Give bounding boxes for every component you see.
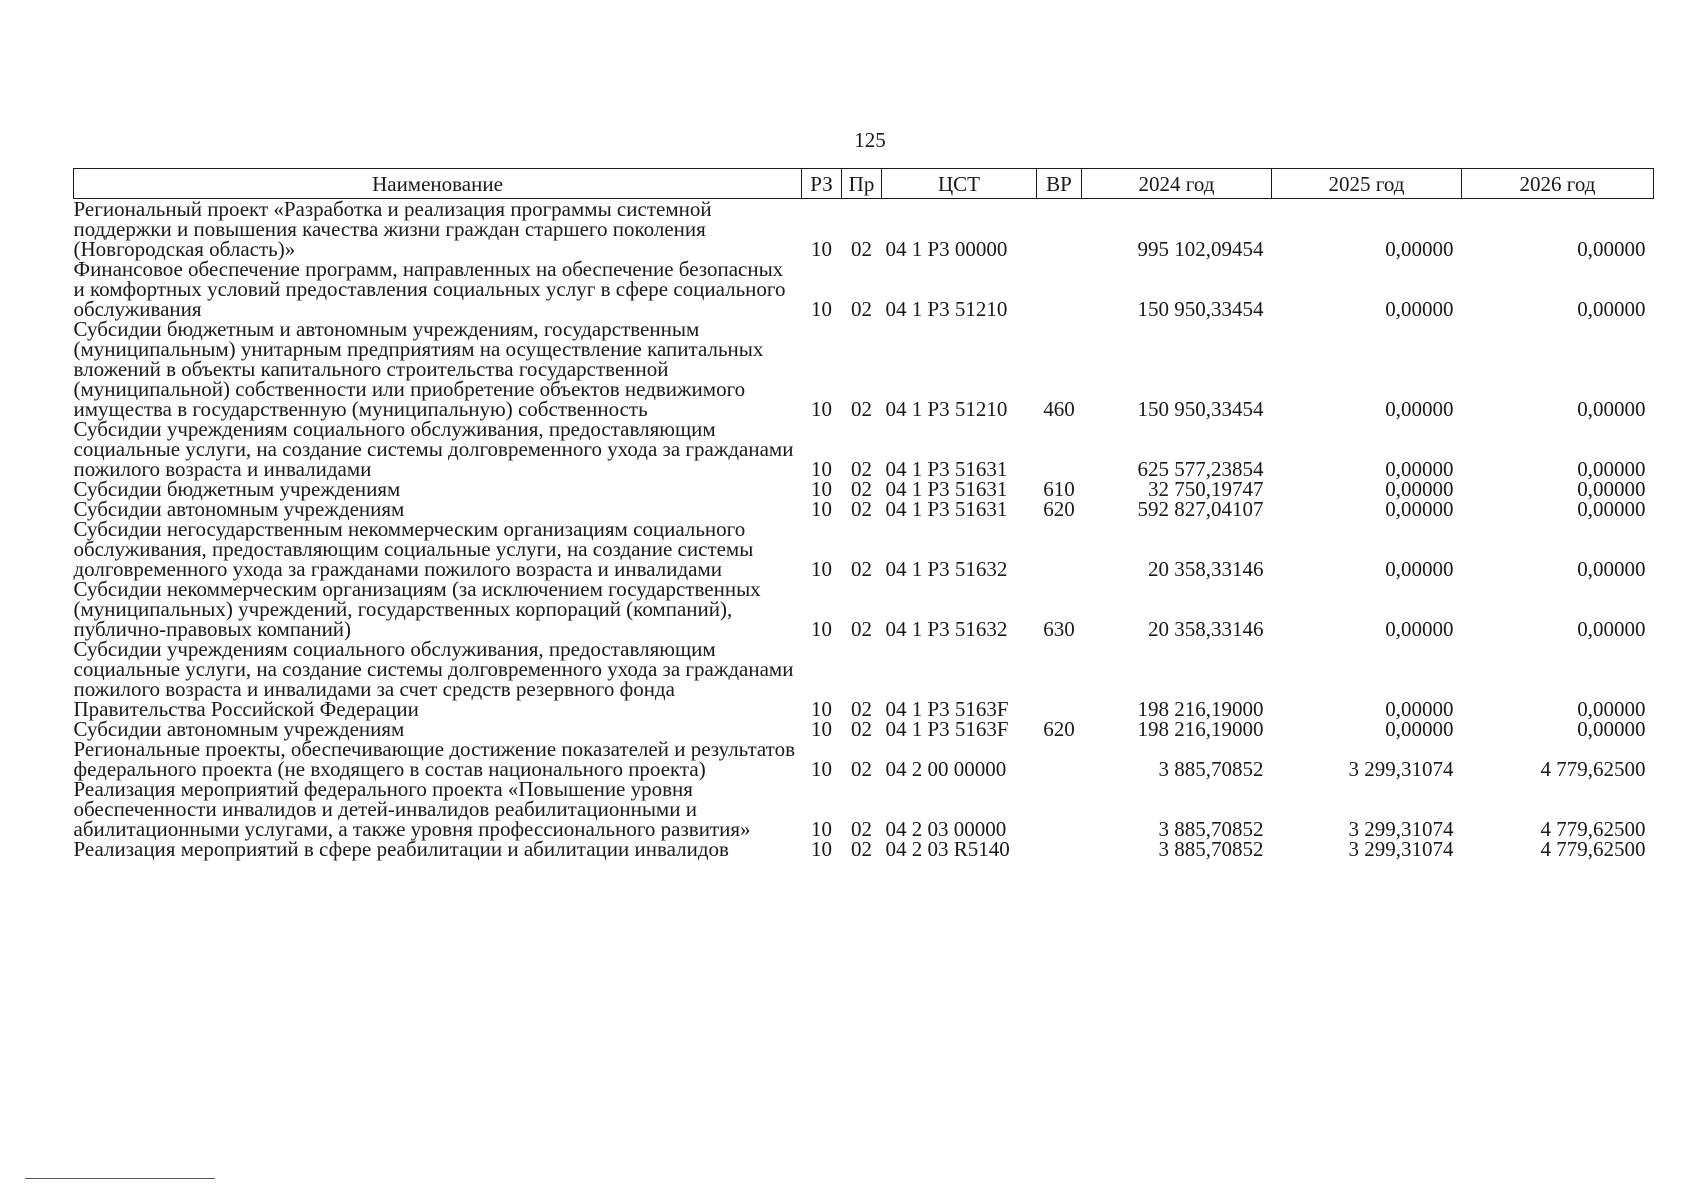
row-vr bbox=[1037, 739, 1082, 779]
row-name: Субсидии автономным учреждениям bbox=[73, 497, 405, 521]
table-row bbox=[74, 719, 1654, 739]
row-value-2025: 0,00000 bbox=[1385, 697, 1454, 721]
row-rz: 10 bbox=[811, 817, 832, 841]
header-name: Наименование bbox=[74, 169, 802, 199]
row-value-2026: 4 779,62500 bbox=[1540, 837, 1646, 861]
row-pr: 02 bbox=[851, 397, 872, 421]
row-value-2025: 0,00000 bbox=[1385, 237, 1454, 261]
row-rz: 10 bbox=[811, 717, 832, 741]
row-value-2026: 0,00000 bbox=[1577, 477, 1646, 501]
row-value-2026: 0,00000 bbox=[1577, 557, 1646, 581]
row-rz: 10 bbox=[811, 297, 832, 321]
table-row bbox=[74, 259, 1654, 319]
row-value-2026: 0,00000 bbox=[1577, 237, 1646, 261]
row-vr: 610 bbox=[1043, 477, 1075, 501]
row-cst: 04 1 P3 51210 bbox=[885, 397, 1008, 421]
budget-table bbox=[73, 168, 1654, 859]
row-cst: 04 2 03 R5140 bbox=[885, 837, 1010, 861]
row-name: Региональные проекты, обеспечивающие достижение показателей и результатов федерального проекта (не входящего в состав национального проекта) bbox=[73, 737, 795, 781]
row-pr: 02 bbox=[851, 617, 872, 641]
row-value-2026: 0,00000 bbox=[1577, 717, 1646, 741]
row-value-2024: 150 950,33454 bbox=[1137, 297, 1264, 321]
table-row bbox=[74, 519, 1654, 579]
row-vr bbox=[1037, 419, 1082, 479]
row-rz: 10 bbox=[811, 697, 832, 721]
row-value-2025: 0,00000 bbox=[1385, 457, 1454, 481]
row-rz: 10 bbox=[811, 617, 832, 641]
row-value-2025: 3 299,31074 bbox=[1348, 817, 1454, 841]
page-number: 125 bbox=[854, 128, 886, 152]
row-vr: 460 bbox=[1043, 397, 1075, 421]
row-cst: 04 2 03 00000 bbox=[885, 817, 1007, 841]
table-body bbox=[74, 199, 1654, 860]
row-rz: 10 bbox=[811, 757, 832, 781]
row-pr: 02 bbox=[851, 477, 872, 501]
row-value-2025: 3 299,31074 bbox=[1348, 837, 1454, 861]
row-value-2025: 0,00000 bbox=[1385, 557, 1454, 581]
row-value-2026: 0,00000 bbox=[1577, 497, 1646, 521]
row-value-2024: 995 102,09454 bbox=[1137, 237, 1264, 261]
row-value-2024: 32 750,19747 bbox=[1148, 477, 1264, 501]
row-cst: 04 1 P3 5163F bbox=[885, 697, 1009, 721]
row-pr: 02 bbox=[851, 717, 872, 741]
row-value-2026: 4 779,62500 bbox=[1540, 817, 1646, 841]
row-name: Субсидии бюджетным и автономным учреждениям, государственным (муниципальным) унитарным предприятиям на осуществление капитальных вложений в объекты капитального строительства государственной (муниципальной) собственности или приобретение объектов недвижимого имущества в государственную (муниципальную) собственность bbox=[73, 317, 764, 421]
row-name: Реализация мероприятий в сфере реабилитации и абилитации инвалидов bbox=[73, 837, 729, 861]
row-vr bbox=[1037, 639, 1082, 719]
row-value-2025: 0,00000 bbox=[1385, 477, 1454, 501]
row-cst: 04 1 P3 51631 bbox=[885, 477, 1008, 501]
row-rz: 10 bbox=[811, 237, 832, 261]
row-value-2026: 0,00000 bbox=[1577, 397, 1646, 421]
row-value-2024: 3 885,70852 bbox=[1158, 817, 1264, 841]
table-row bbox=[74, 739, 1654, 779]
row-pr: 02 bbox=[851, 557, 872, 581]
row-name: Реализация мероприятий федерального проекта «Повышение уровня обеспеченности инвалидов и детей-инвалидов реабилитационными и абилитационными услугами, а также уровня профессионального развития» bbox=[73, 777, 751, 841]
header-2026: 2026 год bbox=[1462, 169, 1654, 199]
row-value-2025: 0,00000 bbox=[1385, 397, 1454, 421]
row-rz: 10 bbox=[811, 557, 832, 581]
footnote-divider bbox=[25, 1178, 215, 1179]
row-value-2024: 625 577,23854 bbox=[1137, 457, 1264, 481]
row-vr: 620 bbox=[1043, 497, 1075, 521]
row-value-2026: 0,00000 bbox=[1577, 457, 1646, 481]
table-row bbox=[74, 639, 1654, 719]
row-name: Субсидии бюджетным учреждениям bbox=[73, 477, 401, 501]
row-name: Финансовое обеспечение программ, направленных на обеспечение безопасных и комфортных условий предоставления социальных услуг в сфере социального обслуживания bbox=[73, 257, 786, 321]
row-vr bbox=[1037, 839, 1082, 859]
row-cst: 04 1 P3 00000 bbox=[885, 237, 1008, 261]
row-cst: 04 1 P3 51631 bbox=[885, 497, 1008, 521]
row-cst: 04 1 P3 5163F bbox=[885, 717, 1009, 741]
row-value-2024: 3 885,70852 bbox=[1158, 837, 1264, 861]
row-name: Субсидии негосударственным некоммерческим организациям социального обслуживания, предоставляющим социальные услуги, на создание системы долговременного ухода за гражданами пожилого возраста и инвалидами bbox=[73, 517, 754, 581]
row-vr bbox=[1037, 259, 1082, 319]
row-value-2024: 3 885,70852 bbox=[1158, 757, 1264, 781]
row-value-2024: 198 216,19000 bbox=[1137, 697, 1264, 721]
row-pr: 02 bbox=[851, 817, 872, 841]
table-row bbox=[74, 499, 1654, 519]
row-value-2024: 150 950,33454 bbox=[1137, 397, 1264, 421]
row-value-2025: 0,00000 bbox=[1385, 617, 1454, 641]
row-pr: 02 bbox=[851, 697, 872, 721]
row-pr: 02 bbox=[851, 237, 872, 261]
row-value-2024: 20 358,33146 bbox=[1148, 617, 1264, 641]
row-name: Субсидии автономным учреждениям bbox=[73, 717, 405, 741]
table-row bbox=[74, 579, 1654, 639]
header-pr: Пр bbox=[842, 169, 882, 199]
row-cst: 04 1 P3 51632 bbox=[885, 617, 1008, 641]
row-rz: 10 bbox=[811, 837, 832, 861]
row-pr: 02 bbox=[851, 497, 872, 521]
row-pr: 02 bbox=[851, 837, 872, 861]
row-name: Региональный проект «Разработка и реализация программы системной поддержки и повышения качества жизни граждан старшего поколения (Новгородская область)» bbox=[73, 197, 712, 261]
row-vr: 620 bbox=[1043, 717, 1075, 741]
table-row bbox=[74, 199, 1654, 260]
row-rz: 10 bbox=[811, 397, 832, 421]
header-cst: ЦСТ bbox=[882, 169, 1037, 199]
row-name: Субсидии учреждениям социального обслуживания, предоставляющим социальные услуги, на создание системы долговременного ухода за гражданами пожилого возраста и инвалидами за счет средств резервного фонда Правительства Российской Федерации bbox=[73, 637, 794, 721]
row-vr bbox=[1037, 779, 1082, 839]
row-value-2025: 3 299,31074 bbox=[1348, 757, 1454, 781]
row-value-2026: 4 779,62500 bbox=[1540, 757, 1646, 781]
row-cst: 04 1 P3 51631 bbox=[885, 457, 1008, 481]
row-value-2024: 198 216,19000 bbox=[1137, 717, 1264, 741]
table-header bbox=[74, 169, 1654, 199]
row-name: Субсидии некоммерческим организациям (за исключением государственных (муниципальных) учреждений, государственных корпораций (компаний), публично-правовых компаний) bbox=[73, 577, 761, 641]
header-2025: 2025 год bbox=[1272, 169, 1462, 199]
row-name: Субсидии учреждениям социального обслуживания, предоставляющим социальные услуги, на создание системы долговременного ухода за гражданами пожилого возраста и инвалидами bbox=[73, 417, 794, 481]
row-pr: 02 bbox=[851, 757, 872, 781]
row-cst: 04 2 00 00000 bbox=[885, 757, 1007, 781]
row-value-2026: 0,00000 bbox=[1577, 697, 1646, 721]
row-vr bbox=[1037, 519, 1082, 579]
table-row bbox=[74, 419, 1654, 479]
row-value-2025: 0,00000 bbox=[1385, 297, 1454, 321]
row-value-2025: 0,00000 bbox=[1385, 497, 1454, 521]
row-vr bbox=[1037, 199, 1082, 260]
table-row bbox=[74, 839, 1654, 859]
header-vr: ВР bbox=[1037, 169, 1082, 199]
table-row bbox=[74, 319, 1654, 419]
row-rz: 10 bbox=[811, 497, 832, 521]
row-rz: 10 bbox=[811, 457, 832, 481]
row-pr: 02 bbox=[851, 297, 872, 321]
row-value-2026: 0,00000 bbox=[1577, 617, 1646, 641]
row-cst: 04 1 P3 51632 bbox=[885, 557, 1008, 581]
row-vr: 630 bbox=[1043, 617, 1075, 641]
header-2024: 2024 год bbox=[1082, 169, 1272, 199]
table-row bbox=[74, 779, 1654, 839]
row-value-2026: 0,00000 bbox=[1577, 297, 1646, 321]
row-cst: 04 1 P3 51210 bbox=[885, 297, 1008, 321]
header-rz: РЗ bbox=[802, 169, 842, 199]
row-value-2024: 20 358,33146 bbox=[1148, 557, 1264, 581]
row-rz: 10 bbox=[811, 477, 832, 501]
row-pr: 02 bbox=[851, 457, 872, 481]
row-value-2025: 0,00000 bbox=[1385, 717, 1454, 741]
table-row bbox=[74, 479, 1654, 499]
row-value-2024: 592 827,04107 bbox=[1137, 497, 1264, 521]
